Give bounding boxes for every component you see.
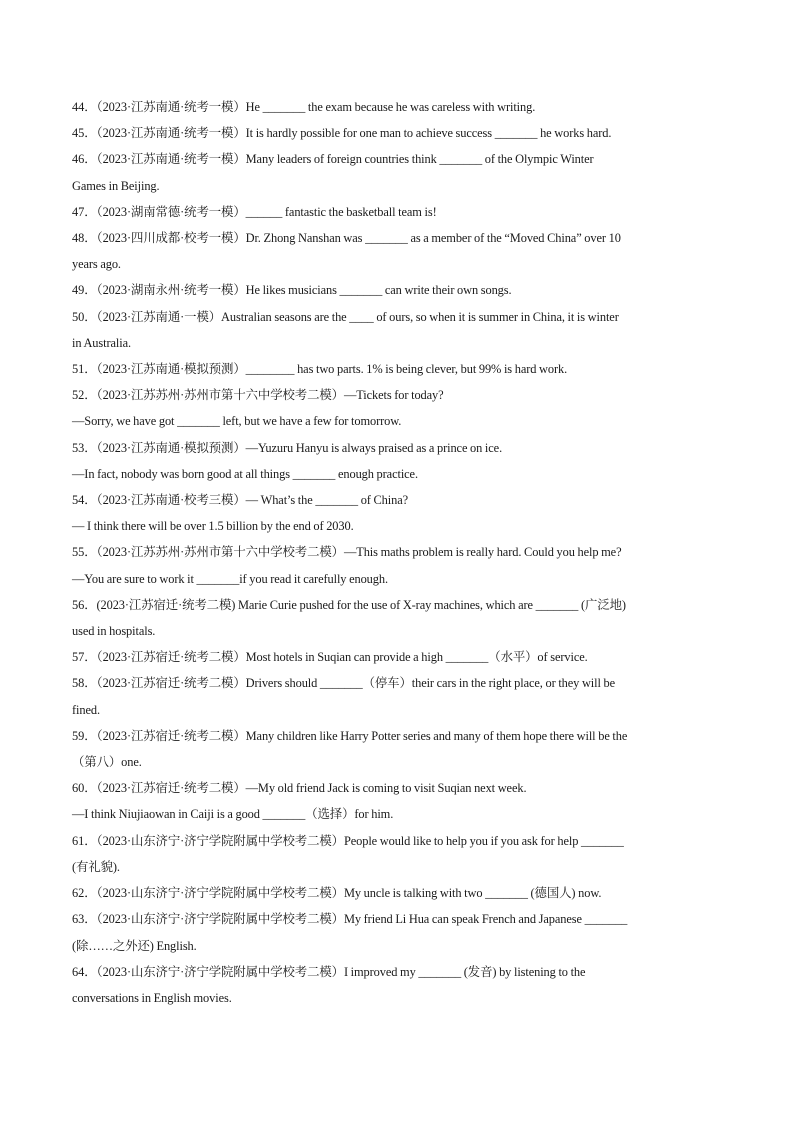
question-line: used in hospitals. xyxy=(72,624,156,639)
question-line: 63．（2023·山东济宁·济宁学院附属中学校考二模）My friend Li Hua can speak French and Japanese _______ xyxy=(72,912,628,927)
question-line: 57．（2023·江苏宿迁·统考二模）Most hotels in Suqian can provide a high _______（水平）of service. xyxy=(72,650,588,665)
question-51 xyxy=(72,356,724,382)
question-54 xyxy=(72,487,724,539)
question-line: —Sorry, we have got _______ left, but we have a few for tomorrow. xyxy=(72,414,402,429)
question-line: 47．（2023·湖南常德·统考一模）______ fantastic the basketball team is! xyxy=(72,204,437,219)
question-line: Games in Beijing. xyxy=(72,178,160,193)
question-line: —You are sure to work it _______if you read it carefully enough. xyxy=(72,571,388,586)
question-line: 46．（2023·江苏南通·统考一模）Many leaders of foreign countries think _______ of the Olympic Winter xyxy=(72,152,594,167)
question-line: —I think Niujiaowan in Caiji is a good _______（选择）for him. xyxy=(72,807,394,822)
question-48 xyxy=(72,225,724,277)
question-line: 44．（2023·江苏南通·统考一模）He _______ the exam because he was careless with writing. xyxy=(72,100,536,114)
question-line: 56．(2023·江苏宿迁·统考二模) Marie Curie pushed for the use of X-ray machines, which are _______ (广泛地) xyxy=(72,597,626,612)
question-52 xyxy=(72,382,724,434)
question-56 xyxy=(72,592,724,644)
question-line: 54．（2023·江苏南通·校考三模）— What’s the _______ of China? xyxy=(72,493,409,508)
question-64 xyxy=(72,959,724,1011)
question-line: 59．（2023·江苏宿迁·统考二模）Many children like Harry Potter series and many of them hope there will be the xyxy=(72,728,628,743)
question-line: 48．（2023·四川成都·校考一模）Dr. Zhong Nanshan was _______ as a member of the “Moved China” over 10 xyxy=(72,231,621,246)
question-57 xyxy=(72,644,724,670)
question-line: fined. xyxy=(72,702,100,717)
question-62 xyxy=(72,880,724,906)
question-53 xyxy=(72,435,724,487)
question-line: 53．（2023·江苏南通·模拟预测）—Yuzuru Hanyu is always praised as a prince on ice. xyxy=(72,440,503,455)
question-line: 60．（2023·江苏宿迁·统考二模）—My old friend Jack is coming to visit Suqian next week. xyxy=(72,781,527,796)
question-47 xyxy=(72,199,724,225)
question-line: 58．（2023·江苏宿迁·统考二模）Drivers should _______（停车）their cars in the right place, or they will be xyxy=(72,676,616,691)
question-line: 49．（2023·湖南永州·统考一模）He likes musicians _______ can write their own songs. xyxy=(72,283,512,298)
question-line: conversations in English movies. xyxy=(72,990,232,1005)
question-line: 45．（2023·江苏南通·统考一模）It is hardly possible for one man to achieve success _______ he works hard. xyxy=(72,126,612,141)
question-line: 61．（2023·山东济宁·济宁学院附属中学校考二模）People would like to help you if you ask for help _______ xyxy=(72,833,624,848)
question-line: （第八）one. xyxy=(72,755,142,770)
question-line: in Australia. xyxy=(72,335,131,350)
question-63 xyxy=(72,906,724,958)
question-46 xyxy=(72,146,724,198)
question-49 xyxy=(72,277,724,303)
question-list xyxy=(72,94,724,1011)
question-55 xyxy=(72,539,724,591)
question-line: — I think there will be over 1.5 billion by the end of 2030. xyxy=(72,519,354,534)
question-50 xyxy=(72,304,724,356)
question-line: years ago. xyxy=(72,257,121,272)
question-line: 55．（2023·江苏苏州·苏州市第十六中学校考二模）—This maths problem is really hard. Could you help me? xyxy=(72,545,622,560)
question-58 xyxy=(72,670,724,722)
question-60 xyxy=(72,775,724,827)
question-line: (除……之外还) English. xyxy=(72,938,197,953)
question-line: (有礼貌). xyxy=(72,859,120,874)
question-line: 51．（2023·江苏南通·模拟预测）________ has two parts. 1% is being clever, but 99% is hard work. xyxy=(72,362,568,377)
question-61 xyxy=(72,828,724,880)
question-line: —In fact, nobody was born good at all things _______ enough practice. xyxy=(72,466,418,481)
question-44 xyxy=(72,94,724,120)
question-line: 52．（2023·江苏苏州·苏州市第十六中学校考二模）—Tickets for today? xyxy=(72,388,444,403)
question-45 xyxy=(72,120,724,146)
question-line: 50．（2023·江苏南通·一模）Australian seasons are the ____ of ours, so when it is summer in China, it is winter xyxy=(72,309,619,324)
question-line: 62．（2023·山东济宁·济宁学院附属中学校考二模）My uncle is talking with two _______ (德国人) now. xyxy=(72,886,602,901)
question-59 xyxy=(72,723,724,775)
question-line: 64．（2023·山东济宁·济宁学院附属中学校考二模）I improved my _______ (发音) by listening to the xyxy=(72,964,586,979)
